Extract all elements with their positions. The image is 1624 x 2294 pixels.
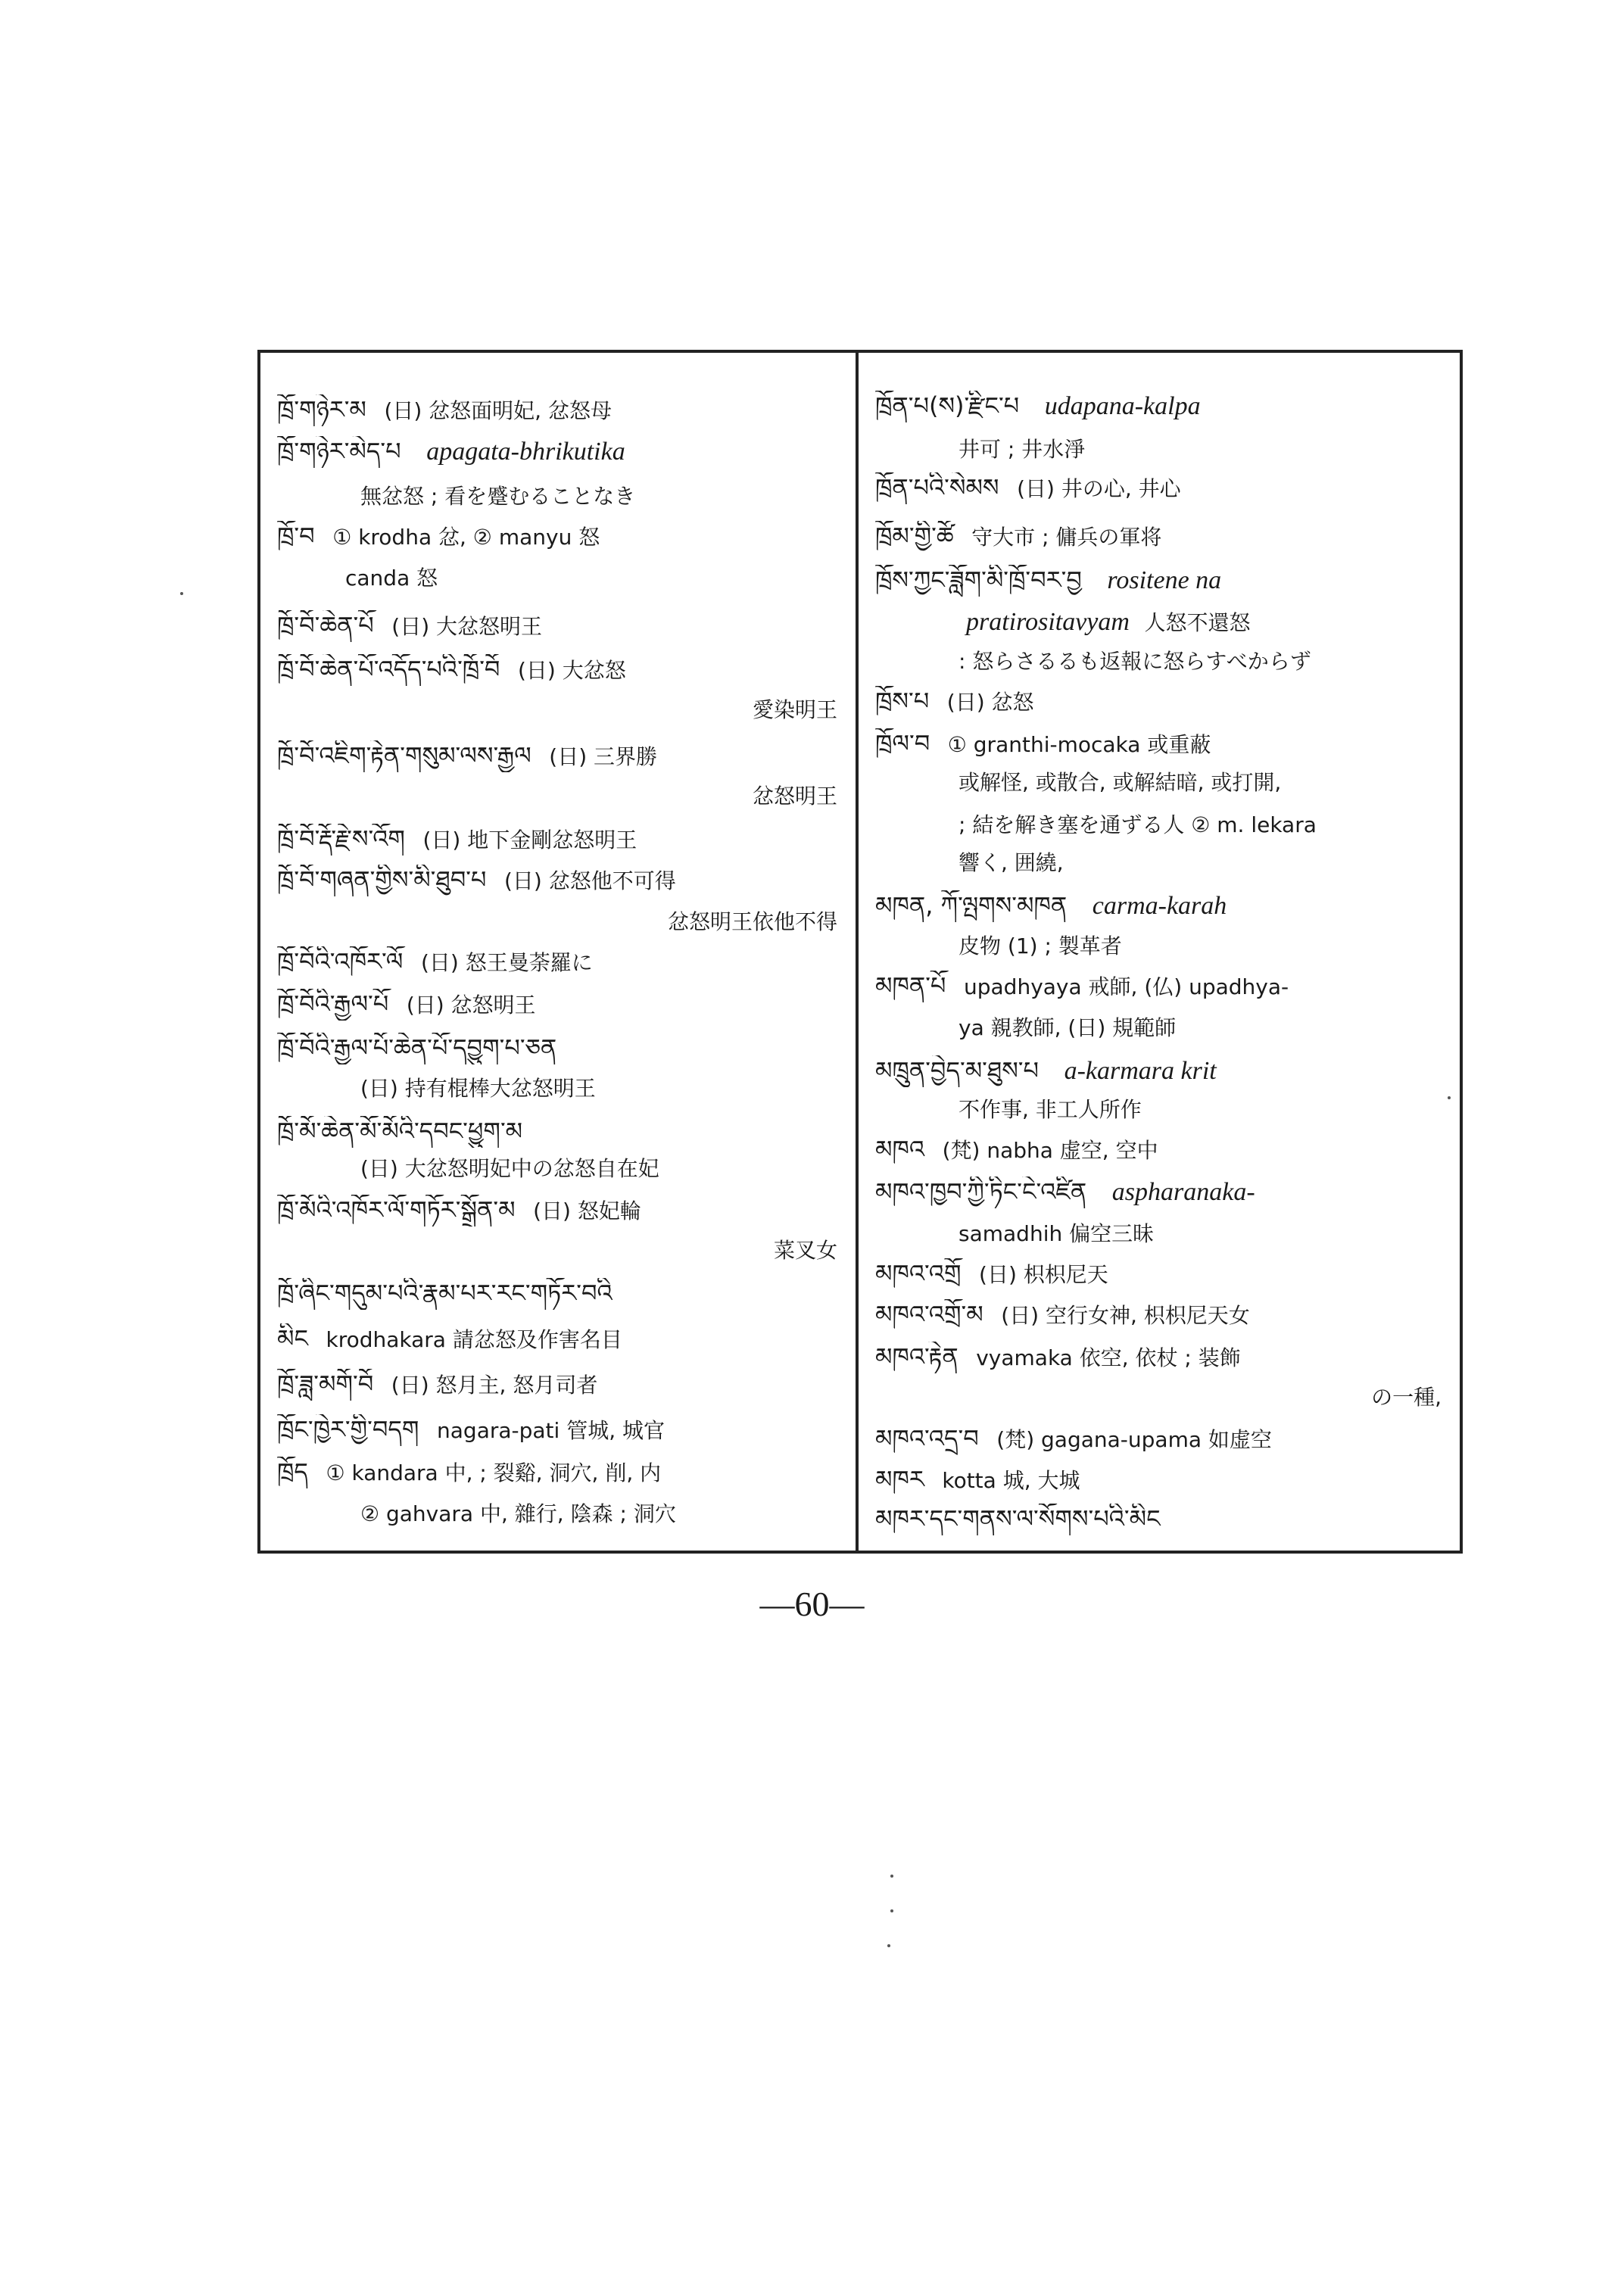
left-entry	[277, 989, 842, 1021]
scan-speck	[890, 1909, 893, 1912]
right-entry	[875, 1013, 1446, 1043]
tibetan-headword: ཁྲོ་ཞིང་གདུམ་པའི་རྣམ་པར་རང་གཏོར་བའི	[277, 1279, 613, 1308]
entry-line	[277, 946, 842, 978]
definition-text: (梵) nabha 虚空, 空中	[942, 1138, 1158, 1163]
tibetan-headword: ཁྲོ་གཉེར་མེད་པ	[277, 437, 401, 466]
entry-line	[277, 563, 842, 594]
scan-speck	[180, 592, 183, 595]
entry-line	[277, 1457, 842, 1488]
tibetan-headword: ཁྲོ་གཉེར་མ	[277, 395, 366, 424]
definition-text: (日) 地下金剛忿怒明王	[422, 828, 637, 852]
tibetan-headword: ཁྲོང་ཁྱེར་གྱི་བདག	[277, 1415, 419, 1444]
left-entry	[277, 1236, 842, 1266]
left-entry	[277, 1499, 842, 1529]
entry-line	[875, 1095, 1446, 1125]
entry-line	[875, 607, 1446, 638]
tibetan-headword: མཁའ་འདྲ་བ	[875, 1424, 979, 1453]
right-entry	[875, 521, 1446, 553]
definition-text: nagara-pati 管城, 城官	[437, 1418, 665, 1443]
definition-text: samadhih 偏空三昧	[959, 1221, 1155, 1246]
entry-line	[875, 1258, 1446, 1290]
tibetan-headword: ཁྲོ་བོའི་རྒྱལ་པོ	[277, 990, 389, 1018]
right-entry	[875, 1504, 1446, 1535]
left-entry	[277, 740, 842, 772]
entry-line	[875, 1423, 1446, 1455]
entry-line	[277, 1074, 842, 1104]
right-entry	[875, 1464, 1446, 1496]
right-entry	[875, 890, 1446, 922]
left-entry	[277, 1323, 842, 1355]
sanskrit-term: a-karmara krit	[1064, 1057, 1217, 1085]
tibetan-headword: མིང	[277, 1324, 308, 1353]
left-entry	[277, 1154, 842, 1184]
entry-line	[277, 610, 842, 642]
left-entry	[277, 521, 842, 553]
sanskrit-term: apagata-bhrikutika	[426, 438, 625, 466]
left-entry	[277, 1074, 842, 1104]
definition-text: 響く, 囲繞,	[959, 850, 1064, 875]
entry-line	[277, 436, 842, 468]
entry-line	[277, 907, 842, 937]
left-column	[260, 353, 859, 1551]
tibetan-headword: མཁན་པོ	[875, 971, 946, 1000]
sanskrit-term: udapana-kalpa	[1044, 392, 1201, 420]
entry-line	[875, 1464, 1446, 1496]
left-entry	[277, 946, 842, 978]
sanskrit-term: rositene na	[1107, 566, 1222, 594]
scan-speck	[887, 1944, 890, 1947]
tibetan-headword: ཁྲོ་བོ་ཆེན་པོ	[277, 611, 374, 640]
definition-text: ① krodha 忿, ② manyu 怒	[332, 525, 600, 550]
definition-text: 無忿怒 ; 看を蹙むることなき	[360, 484, 636, 509]
right-column	[859, 353, 1460, 1551]
tibetan-headword: ཁྲོན་པའི་སེམས	[875, 473, 999, 502]
left-entry	[277, 1116, 842, 1148]
left-entry	[277, 436, 842, 468]
entry-line	[875, 931, 1446, 962]
tibetan-headword: ཁྲོ་བ	[277, 522, 315, 550]
tibetan-headword: ཁྲོན་པ(ས)་རྫིང་པ	[875, 391, 1020, 420]
left-entry	[277, 654, 842, 686]
dictionary-frame	[257, 350, 1463, 1554]
definition-text: (日) 井の心, 井心	[1017, 476, 1181, 501]
definition-text: 忿怒明王	[752, 784, 837, 809]
tibetan-headword: མཁན, ཀོ་ལྤགས་མཁན	[875, 891, 1068, 920]
entry-line	[875, 1382, 1446, 1413]
tibetan-headword: མཁའ་ཁྱབ་ཀྱི་ཏིང་ངེ་འཛིན	[875, 1177, 1087, 1206]
definition-text: krodhakara 請忿怒及作害名目	[326, 1327, 622, 1352]
entry-line	[277, 394, 842, 426]
sanskrit-term: carma-karah	[1092, 892, 1227, 920]
definition-text: (日) 忿怒面明妃, 忿怒母	[384, 398, 612, 423]
tibetan-headword: མཁར	[875, 1465, 924, 1494]
entry-line	[875, 1504, 1446, 1535]
definition-text: canda 怒	[345, 566, 438, 591]
left-entry	[277, 781, 842, 812]
entry-line	[875, 1219, 1446, 1249]
tibetan-headword: ཁྲོ་བོ་འཇིག་རྟེན་གསུམ་ལས་རྒྱལ	[277, 741, 531, 770]
right-entry	[875, 435, 1446, 465]
definition-text: (日) 忿怒	[946, 690, 1034, 715]
tibetan-headword: ཁྲོ་བོ་གཞན་གྱིས་མི་ཐུབ་པ	[277, 865, 487, 894]
tibetan-headword: མཁྲུན་བྱེད་མ་ཐུས་པ	[875, 1056, 1040, 1085]
entry-line	[875, 521, 1446, 553]
definition-text: 愛染明王	[752, 697, 837, 722]
tibetan-headword: ཁྲོ་ཟླ་མགོ་བོ	[277, 1370, 374, 1398]
right-entry	[875, 1055, 1446, 1087]
scan-speck	[890, 1875, 893, 1878]
entry-line	[875, 1299, 1446, 1331]
tibetan-headword: མཁའ	[875, 1135, 925, 1164]
definition-text: (日) 忿怒明王	[406, 993, 536, 1018]
entry-line	[875, 890, 1446, 922]
right-entry	[875, 1299, 1446, 1331]
tibetan-headword: མཁའ་འགྲོ	[875, 1259, 962, 1288]
definition-text: 人怒不還怒	[1144, 610, 1251, 635]
entry-line	[875, 435, 1446, 465]
entry-line	[875, 768, 1446, 798]
entry-line	[277, 740, 842, 772]
definition-text: 菜叉女	[773, 1238, 837, 1263]
definition-text: (日) 大忿怒明王	[391, 614, 543, 639]
entry-line	[875, 848, 1446, 878]
entry-line	[875, 391, 1446, 422]
entry-line	[875, 686, 1446, 718]
tibetan-headword: ཁྲོ་བོ་ཆེན་པོ་འདོད་པའི་ཁྲོ་བོ	[277, 655, 500, 684]
entry-line	[277, 1236, 842, 1266]
tibetan-headword: ཁྲོ་མོའི་འཁོར་ལོ་གཏོར་སྒྲོན་མ	[277, 1195, 516, 1224]
entry-line	[277, 1154, 842, 1184]
entry-line	[277, 521, 842, 553]
entry-line	[875, 1134, 1446, 1166]
entry-line	[277, 654, 842, 686]
left-entry	[277, 1414, 842, 1446]
tibetan-headword: མཁའ་འགྲོ་མ	[875, 1300, 983, 1329]
definition-text: 井可 ; 井水淨	[959, 437, 1086, 462]
definition-text: ① granthi-mocaka 或重蔽	[947, 732, 1211, 757]
tibetan-headword: ཁྲོ་བོའི་རྒྱལ་པོ་ཆེན་པོ་དབྱུག་པ་ཅན	[277, 1033, 557, 1062]
definition-text: 皮物 (1) ; 製革者	[959, 933, 1122, 958]
tibetan-headword: ཁྲོ་མོ་ཆེན་མོ་མོའི་དབང་ཕྱུག་མ	[277, 1117, 523, 1145]
entry-line	[875, 728, 1446, 760]
definition-text: (日) 三界勝	[549, 744, 658, 769]
page-number: —60—	[759, 1585, 865, 1623]
entry-line	[875, 1055, 1446, 1087]
entry-line	[277, 1369, 842, 1401]
left-entry	[277, 1369, 842, 1401]
entry-line	[875, 1013, 1446, 1043]
entry-line	[277, 1033, 842, 1064]
definition-text: の一種,	[1371, 1385, 1442, 1410]
definition-text: (日) 怒月主, 怒月司者	[391, 1373, 598, 1398]
scan-speck	[1448, 1096, 1451, 1099]
definition-text: kotta 城, 大城	[942, 1468, 1080, 1493]
entry-line	[277, 824, 842, 856]
definition-text: ② gahvara 中, 雜行, 陰森 ; 洞穴	[360, 1501, 676, 1526]
definition-text: (日) 持有棍棒大忿怒明王	[360, 1076, 596, 1101]
entry-line	[875, 971, 1446, 1002]
tibetan-headword: ཁྲོམ་གྱི་ཚོ	[875, 522, 954, 550]
definition-text: ya 親教師, (日) 規範師	[959, 1015, 1177, 1040]
entry-line	[875, 472, 1446, 504]
left-entry	[277, 695, 842, 725]
definition-text: (日) 枳枳尼天	[979, 1262, 1108, 1287]
right-entry	[875, 686, 1446, 718]
right-entry	[875, 1342, 1446, 1373]
entry-line	[277, 695, 842, 725]
entry-line	[875, 1342, 1446, 1373]
definition-text: (日) 大忿怒明妃中の忿怒自在妃	[360, 1156, 659, 1181]
tibetan-headword: ཁྲོ་བོ་རྡོ་རྗེ་ས་འོག	[277, 824, 405, 853]
tibetan-headword: མཁར་དང་གནས་ལ་སོགས་པའི་མིང	[875, 1504, 1161, 1533]
right-entry	[875, 1095, 1446, 1125]
tibetan-headword: མཁའ་རྟེན	[875, 1342, 959, 1371]
definition-text: (日) 空行女神, 枳枳尼天女	[1001, 1303, 1250, 1328]
definition-text: upadhyaya 戒師, (仏) upadhya-	[964, 974, 1289, 999]
tibetan-headword: ཁྲོལ་བ	[875, 729, 930, 758]
left-entry	[277, 610, 842, 642]
definition-text: vyamaka 依空, 依杖 ; 装飾	[976, 1345, 1241, 1370]
left-entry	[277, 1457, 842, 1488]
left-entry	[277, 865, 842, 896]
entry-line	[875, 1177, 1446, 1208]
left-entry	[277, 482, 842, 512]
right-entry	[875, 848, 1446, 878]
definition-text: 忿怒明王依他不得	[667, 909, 837, 934]
definition-text: ① kandara 中, ; 裂谿, 洞穴, 削, 内	[326, 1460, 662, 1485]
left-entry	[277, 907, 842, 937]
entry-line	[277, 1323, 842, 1355]
right-entry	[875, 391, 1446, 422]
entry-line	[277, 1116, 842, 1148]
tibetan-headword: ཁྲོས་པ	[875, 687, 930, 715]
right-entry	[875, 1423, 1446, 1455]
sanskrit-term: pratirositavyam	[966, 608, 1130, 636]
tibetan-headword: ཁྲོད	[277, 1457, 308, 1486]
tibetan-headword: ཁྲོ་བོའི་འཁོར་ལོ	[277, 947, 404, 976]
left-entry	[277, 1195, 842, 1226]
definition-text: ; 結を解き塞を通ずる人 ② m. lekara	[959, 812, 1317, 837]
right-entry	[875, 607, 1446, 638]
entry-line	[277, 1499, 842, 1529]
left-entry	[277, 394, 842, 426]
definition-text: 不作事, 非工人所作	[959, 1097, 1142, 1122]
left-entry	[277, 824, 842, 856]
right-entry	[875, 1382, 1446, 1413]
definition-text: 守大市 ; 傭兵の軍将	[971, 525, 1162, 550]
definition-text: : 怒らさるるも返報に怒らすべからず	[959, 649, 1311, 674]
right-entry	[875, 647, 1446, 677]
entry-line	[277, 865, 842, 896]
right-entry	[875, 810, 1446, 840]
definition-text: (日) 怒王曼荼羅に	[420, 950, 593, 975]
right-entry	[875, 1134, 1446, 1166]
right-entry	[875, 565, 1446, 597]
right-entry	[875, 931, 1446, 962]
entry-line	[277, 1414, 842, 1446]
entry-line	[875, 647, 1446, 677]
left-entry	[277, 1278, 842, 1310]
entry-line	[277, 781, 842, 812]
right-entry	[875, 971, 1446, 1002]
entry-line	[277, 989, 842, 1021]
right-entry	[875, 472, 1446, 504]
entry-line	[875, 565, 1446, 597]
definition-text: 或解怪, 或散合, 或解結暗, 或打開,	[959, 770, 1282, 795]
definition-text: (日) 忿怒他不可得	[504, 868, 676, 893]
right-entry	[875, 1177, 1446, 1208]
entry-line	[277, 1195, 842, 1226]
entry-line	[277, 1278, 842, 1310]
definition-text: (日) 怒妃輪	[533, 1198, 641, 1223]
entry-line	[875, 810, 1446, 840]
sanskrit-term: aspharanaka-	[1111, 1178, 1255, 1206]
right-entry	[875, 768, 1446, 798]
right-entry	[875, 728, 1446, 760]
tibetan-headword: ཁྲོས་ཀྱང་ཟློག་མི་ཁྲོ་བར་བྱ	[875, 566, 1082, 594]
left-entry	[277, 563, 842, 594]
right-entry	[875, 1258, 1446, 1290]
right-entry	[875, 1219, 1446, 1249]
left-entry	[277, 1033, 842, 1064]
definition-text: (日) 大忿怒	[517, 658, 626, 683]
entry-line	[277, 482, 842, 512]
definition-text: (梵) gagana-upama 如虚空	[996, 1427, 1272, 1452]
